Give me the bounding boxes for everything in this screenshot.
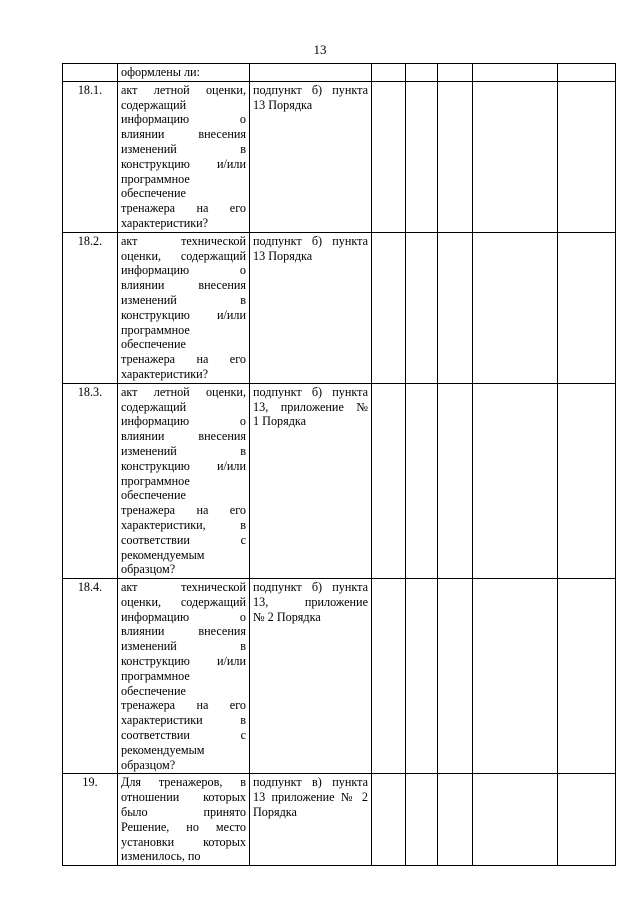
legal-basis-line: 1 Порядка [253,414,307,429]
question-line: информацию о [121,609,246,624]
answer-cell [438,579,473,774]
question-line: тренажера на его [121,201,246,216]
question-line: акт летной оценки, [121,82,246,97]
question-line: тренажера на его [121,503,246,518]
answer-cell [372,64,406,82]
legal-basis-line: подпункт б) пункта [253,233,368,248]
table-row [63,81,616,232]
question-line: информацию о [121,112,246,127]
answer-cell [438,383,473,578]
legal-basis-cell [250,81,372,232]
answer-cell [473,232,558,383]
answer-cell [406,774,438,866]
legal-basis-cell [250,232,372,383]
question-line: программное [121,171,190,186]
question-line: влиянии внесения [121,127,246,142]
question-line: установки которых [121,834,246,849]
question-line: влиянии внесения [121,429,246,444]
legal-basis-line: подпункт б) пункта [253,82,368,97]
question-line: Для тренажеров, в [121,775,246,790]
legal-basis-cell [250,64,372,82]
answer-cell [473,64,558,82]
question-line: информацию о [121,263,246,278]
question-line: конструкцию и/или [121,156,246,171]
page-number: 13 [313,42,327,57]
question-line: обеспечение [121,488,186,503]
legal-basis-cell [250,774,372,866]
answer-cell [558,579,616,774]
answer-cell [406,232,438,383]
question-line: программное [121,322,190,337]
item-number: 18.2. [63,232,118,383]
legal-basis-line: 13 Порядка [253,248,313,263]
question-line: программное [121,473,190,488]
question-line: изменений в [121,443,246,458]
question-line: рекомендуемым [121,547,205,562]
legal-basis-line: 13, приложение [253,594,368,609]
table-row [63,579,616,774]
answer-cell [558,774,616,866]
question-cell [118,383,250,578]
question-line: обеспечение [121,337,186,352]
question-line: соответствии с [121,728,246,743]
question-line: рекомендуемым [121,742,205,757]
table-row [63,774,616,866]
answer-cell [372,579,406,774]
question-line: акт технической [121,580,246,595]
answer-cell [406,383,438,578]
question-line: программное [121,668,190,683]
legal-basis-cell [250,383,372,578]
question-line: соответствии с [121,532,246,547]
question-line: конструкцию и/или [121,654,246,669]
question-line: акт технической [121,233,246,248]
answer-cell [558,64,616,82]
question-line: содержащий [121,97,187,112]
question-line: конструкцию и/или [121,458,246,473]
answer-cell [473,81,558,232]
question-line: характеристики? [121,366,209,381]
table-row [63,64,616,82]
answer-cell [372,232,406,383]
legal-basis-line: подпункт б) пункта [253,580,368,595]
question-cell [118,64,250,82]
question-line: акт летной оценки, [121,384,246,399]
question-line: тренажера на его [121,698,246,713]
question-line: образцом? [121,562,176,577]
question-cell [118,232,250,383]
answer-cell [558,232,616,383]
question-line: влиянии внесения [121,624,246,639]
legal-basis-line: № 2 Порядка [253,609,321,624]
question-line: отношении которых [121,790,246,805]
item-number [63,64,118,82]
question-line: содержащий [121,399,187,414]
question-cell [118,579,250,774]
question-line: обеспечение [121,186,186,201]
item-number: 19. [63,774,118,866]
question-line: характеристики? [121,215,209,230]
question-line: образцом? [121,757,176,772]
legal-basis-line: 13, приложение № [253,399,368,414]
question-line: характеристики в [121,713,246,728]
answer-cell [406,81,438,232]
question-line: оценки, содержащий [121,594,246,609]
legal-basis-cell [250,579,372,774]
question-line: изменений в [121,639,246,654]
question-line: Решение, но место [121,819,246,834]
answer-cell [406,64,438,82]
answer-cell [406,579,438,774]
answer-cell [473,774,558,866]
answer-cell [438,232,473,383]
question-line: оформлены ли: [121,65,200,79]
legal-basis-line: подпункт в) пункта [253,775,368,790]
question-line: изменений в [121,141,246,156]
legal-basis-line: 13 приложение № 2 [253,790,368,805]
checklist-table [62,63,616,866]
answer-cell [372,81,406,232]
item-number: 18.1. [63,81,118,232]
question-line: тренажера на его [121,352,246,367]
answer-cell [558,81,616,232]
question-line: обеспечение [121,683,186,698]
question-line: влиянии внесения [121,278,246,293]
answer-cell [438,774,473,866]
answer-cell [473,383,558,578]
question-line: было принято [121,805,246,820]
question-line: информацию о [121,414,246,429]
item-number: 18.3. [63,383,118,578]
answer-cell [558,383,616,578]
legal-basis-line: 13 Порядка [253,97,313,112]
answer-cell [473,579,558,774]
table-row [63,383,616,578]
answer-cell [372,383,406,578]
table-row [63,232,616,383]
item-number: 18.4. [63,579,118,774]
legal-basis-line: Порядка [253,805,297,820]
question-line: конструкцию и/или [121,307,246,322]
answer-cell [372,774,406,866]
answer-cell [438,81,473,232]
answer-cell [438,64,473,82]
legal-basis-line: подпункт б) пункта [253,384,368,399]
question-line: оценки, содержащий [121,248,246,263]
question-line: изменилось, по [121,849,201,864]
question-line: характеристики, в [121,517,246,532]
question-cell [118,81,250,232]
question-line: изменений в [121,292,246,307]
question-cell [118,774,250,866]
